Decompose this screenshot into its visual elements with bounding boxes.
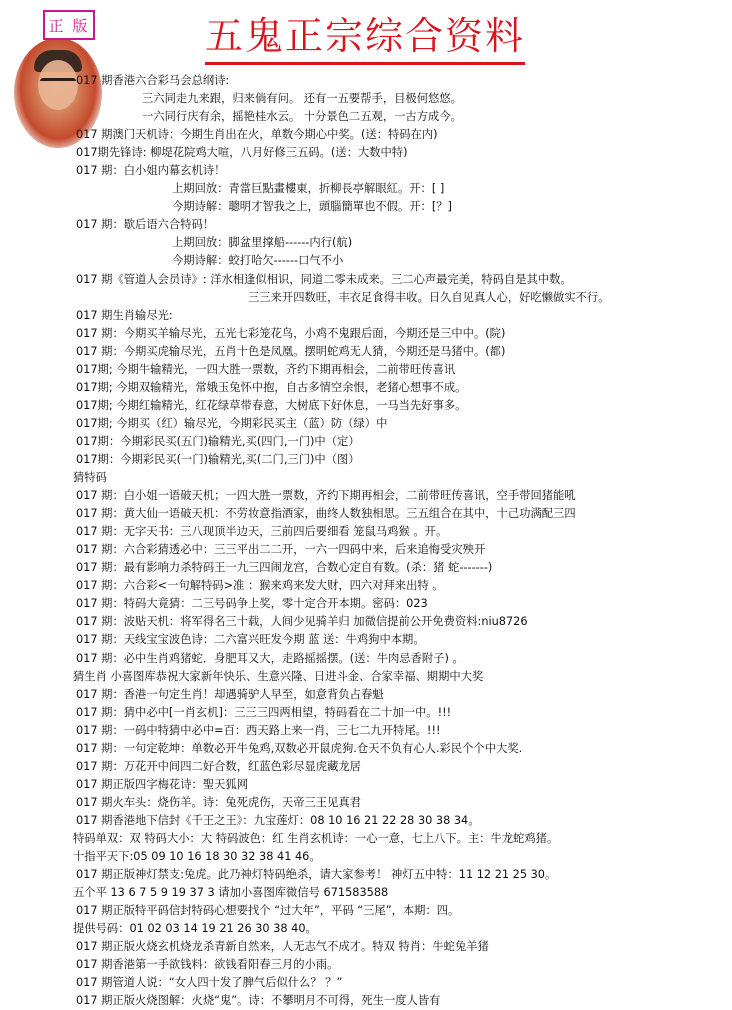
text-line: 017 期：歇后语六合特码！ <box>76 218 215 232</box>
portrait-glasses <box>40 78 76 89</box>
genuine-badge: 正 版 <box>43 10 95 40</box>
text-line: 017 期正版四字梅花诗：聖天狐网 <box>76 777 249 791</box>
text-line: 上期回放：青當巨點畫樓東，折柳長亭解眼紅。开：[ ] <box>172 182 445 196</box>
text-line: 017期; 今期牛输精光，一四大胜一票数，齐约下期再相会，二前带旺传喜讯 <box>76 362 456 376</box>
text-line: 017 期《管道人会员诗》: 洋水相逢似相识，同道二零未成来。三二心声最完美，特码自是其中数。 <box>76 272 572 286</box>
text-line: 017期; 今期买（红）输尽光，今期彩民买主（蓝）防（绿）中 <box>76 416 388 430</box>
text-line: 今期诗解：聰明才智我之上，頭腦簡單也不假。开：[？] <box>172 200 452 214</box>
text-line: 017 期：无字天书：三八现顶半边天，三前四后要细看 笼鼠马鸡猴 。开。 <box>76 525 448 539</box>
text-line: 017 期：今期买虎输尽光，五肖十色是凤凰。摆明蛇鸡无人猜，今期还是马猪中。(都) <box>76 344 506 358</box>
text-line: 三六同走九来跟，归来倘有问。 还有一五要帮手，目极何悠悠。 <box>142 92 462 106</box>
document-body <box>73 72 726 1010</box>
text-line: 017 期澳门天机诗：今期生肖出在火，单数今期心中奖。(送：特码在内) <box>76 128 438 142</box>
text-line: 017 期：六合彩猜透必中：三三平出二二开，一六一四码中来，后来追悔受灾殃开 <box>76 543 486 557</box>
text-line: 017 期：万花开中间四二好合数，红蓝色彩尽显虎藏龙居 <box>76 759 361 773</box>
text-line: 三三来开四数旺，丰衣足食得丰收。日久自见真人心，好吃懒做实不行。 <box>248 290 610 304</box>
text-line: 017 期：今期买羊输尽光，五光七彩笼花鸟，小鸡不鬼跟后面，今期还是三中中。(院) <box>76 326 506 340</box>
text-line: 017 期：一句定乾坤：单数必开牛兔鸡,双数必开鼠虎狗.仓天不负有心人.彩民个个中大奖. <box>76 741 523 755</box>
text-line: 017 期生肖输尽光: <box>76 308 173 322</box>
text-line: 017 期：必中生肖鸡猪蛇．身肥耳又大，走路摇摇摆。(送：牛肉忌香附子) 。 <box>76 651 464 665</box>
text-line: 017期先锋诗: 柳堤花院鸡大喧，八月好修三五码。(送：大数中特) <box>76 146 408 160</box>
text-line: 提供号码：01 02 03 14 19 21 26 30 38 40。 <box>73 922 317 936</box>
text-line: 017 期正版火烧图解：火烧“鬼”。诗：不攀明月不可得，死生一度人皆有 <box>76 994 441 1008</box>
text-line: 017 期：白小姐内幕玄机诗！ <box>76 164 226 178</box>
text-line: 上期回放：脚盆里撑船------内行(航) <box>172 236 353 250</box>
text-line: 猜特码 <box>73 471 107 485</box>
text-line: 今期诗解：蛟打哈欠------口气不小 <box>172 254 344 268</box>
text-line: 特码单双：双 特码大小：大 特码波色：红 生肖玄机诗：一心一意，七上八下。主：牛龙蛇鸡猪。 <box>73 831 559 845</box>
text-line: 017期; 今期双输精光，常娥玉兔怀中抱，自古多情空余恨，老猪心想事不成。 <box>76 380 467 394</box>
text-line: 017 期：六合彩<一句解特码>准 ：猴来鸡来发大财，四六对拜来出特 。 <box>76 579 444 593</box>
text-line: 017 期：波贴天机：将军得名三十载，人间少见骑羊归 加微信提前公开免费资料:niu8726 <box>76 615 528 629</box>
text-line: 017 期正版火烧玄机烧龙杀青新自然来，人无志气不成才。特双 特肖：牛蛇兔羊猪 <box>76 940 489 954</box>
text-line: 017 期：一码中特猜中必中=百：西天路上来一肖，三七二九开特尾。!!! <box>76 723 441 737</box>
text-line: 017 期管道人说：“女人四十发了脾气后似什么？ ？” <box>76 976 343 990</box>
text-line: 017 期香港第一手欲钱料：欲钱看阳春三月的小雨。 <box>76 958 339 972</box>
text-line: 十指平天下:05 09 10 16 18 30 32 38 41 46。 <box>73 850 321 864</box>
page-title: 五鬼正宗综合资料 <box>205 14 525 65</box>
text-line: 017 期：猜中必中[一肖玄机]：三三三四两相望，特码看在二十加一中。!!! <box>76 705 452 719</box>
text-line: 017 期：最有影响力杀特码王一九三四闹龙宫，合数心定自有数。(杀：猪 蛇-------) <box>76 561 493 575</box>
text-line: 017 期火车头：烧伤羊。诗：兔死虎伤，天帝三王见真君 <box>76 795 361 809</box>
text-line: 017 期正版特平码信封特码心想要找个 “过大年”，平码 “三尾”，本期：四。 <box>76 904 460 918</box>
text-line: 一六同行庆有余，摇艳桂水云。 十分景色二五观，一古方成今。 <box>142 110 462 124</box>
text-line: 017 期：天线宝宝波色诗：二六富兴旺发今期 蓝 送：牛鸡狗中本期。 <box>76 633 425 647</box>
text-line: 017 期：黄大仙一语破天机：不劳妆意指酒家，曲终人数独相思。三五组合在其中，十己功满配三四 <box>76 507 576 521</box>
text-line: 猜生肖 小喜图库恭祝大家新年快乐、生意兴隆、日进斗金、合家幸福、期期中大奖 <box>73 669 484 683</box>
text-line: 017 期正版神灯禁支:兔虎。此乃神灯特码绝杀，请大家参考！ 神灯五中特：11 12 21 25 30。 <box>76 868 557 882</box>
text-line: 017期：今期彩民买(五门)输精光,买(四门,一门)中（定） <box>76 434 360 448</box>
text-line: 017 期：白小姐一语破天机；一四大胜一票数，齐约下期再相会，二前带旺传喜讯，空手带回猪能吼 <box>76 489 576 503</box>
text-line: 五个平 13 6 7 5 9 19 37 3 请加小喜图库微信号 671583588 <box>73 886 389 900</box>
text-line: 017 期香港地下信封《千王之王》：九宝莲灯：08 10 16 21 22 28 30 38 34。 <box>76 813 480 827</box>
text-line: 017期：今期彩民买(一门)输精光,买(二门,三门)中（图） <box>76 452 360 466</box>
text-line: 017期; 今期红输精光，红花绿草带春意，大树底下好休息，一马当先好事多。 <box>76 398 467 412</box>
text-line: 017 期香港六合彩马会总纲诗: <box>76 74 230 87</box>
text-line: 017 期：特码大竟猜：二三号码争上奖，零十定合开本期。密码：023 <box>76 597 428 611</box>
text-line: 017 期：香港一句定生肖！却遇骑驴人早至，如意背负占春魁 <box>76 687 384 701</box>
